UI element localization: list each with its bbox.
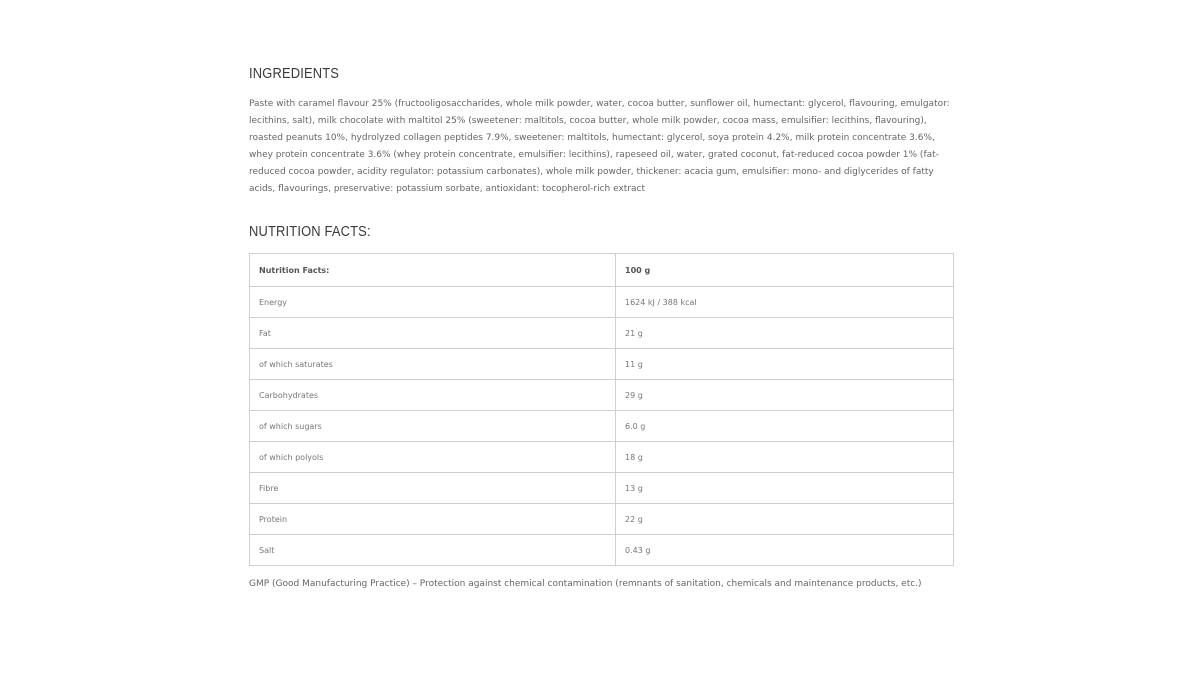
nutrition-header-value: 100 g <box>616 254 954 287</box>
nutrient-label: Fibre <box>250 473 616 504</box>
table-row <box>250 535 954 566</box>
table-row <box>250 442 954 473</box>
table-row <box>250 411 954 442</box>
nutrient-value: 11 g <box>616 349 954 380</box>
ingredients-heading: INGREDIENTS <box>249 65 340 82</box>
nutrition-header-label: Nutrition Facts: <box>250 254 616 287</box>
nutrition-table <box>249 253 954 566</box>
nutrient-label: Salt <box>250 535 616 566</box>
nutrient-value: 21 g <box>616 318 954 349</box>
product-details <box>249 62 953 592</box>
nutrient-value: 18 g <box>616 442 954 473</box>
nutrition-facts-heading: NUTRITION FACTS: <box>249 223 371 240</box>
nutrient-value: 29 g <box>616 380 954 411</box>
table-row <box>250 318 954 349</box>
nutrient-label: Protein <box>250 504 616 535</box>
nutrition-table-header-row <box>250 254 954 287</box>
nutrient-value: 0.43 g <box>616 535 954 566</box>
nutrient-label: of which saturates <box>250 349 616 380</box>
nutrient-label: of which polyols <box>250 442 616 473</box>
table-row <box>250 504 954 535</box>
ingredients-text: Paste with caramel flavour 25% (fructooligosaccharides, whole milk powder, water, cocoa butter, sunflower oil, humectant: glycerol, flavouring, emulgator: lecithins, salt), milk chocolate with maltitol 25% (sweetener: maltitols, cocoa butter, whole milk powder, cocoa mass, emulsifier: lecithins, flavouring), roasted peanuts 10%, hydrolyzed collagen peptides 7.9%, sweetener: maltitols, humectant: glycerol, soya protein 4.2%, milk protein concentrate 3.6%, whey protein concentrate 3.6% (whey protein concentrate, emulsifier: lecithins), rapeseed oil, water, grated coconut, fat-reduced cocoa powder 1% (fat-reduced cocoa powder, acidity regulator: potassium carbonates), whole milk powder, thickener: acacia gum, emulsifier: mono- and diglycerides of fatty acids, flavourings, preservative: potassium sorbate, antioxidant: tocopherol-rich extract <box>249 99 950 194</box>
table-row <box>250 287 954 318</box>
nutrient-label: Energy <box>250 287 616 318</box>
nutrient-value: 6.0 g <box>616 411 954 442</box>
table-row <box>250 380 954 411</box>
nutrient-label: Fat <box>250 318 616 349</box>
table-row <box>250 349 954 380</box>
nutrient-label: of which sugars <box>250 411 616 442</box>
nutrient-value: 22 g <box>616 504 954 535</box>
nutrient-value: 1624 kJ / 388 kcal <box>616 287 954 318</box>
nutrient-label: Carbohydrates <box>250 380 616 411</box>
nutrient-value: 13 g <box>616 473 954 504</box>
gmp-footnote: GMP (Good Manufacturing Practice) – Protection against chemical contamination (remnants of sanitation, chemicals and maintenance products, etc.) <box>249 579 922 589</box>
table-row <box>250 473 954 504</box>
